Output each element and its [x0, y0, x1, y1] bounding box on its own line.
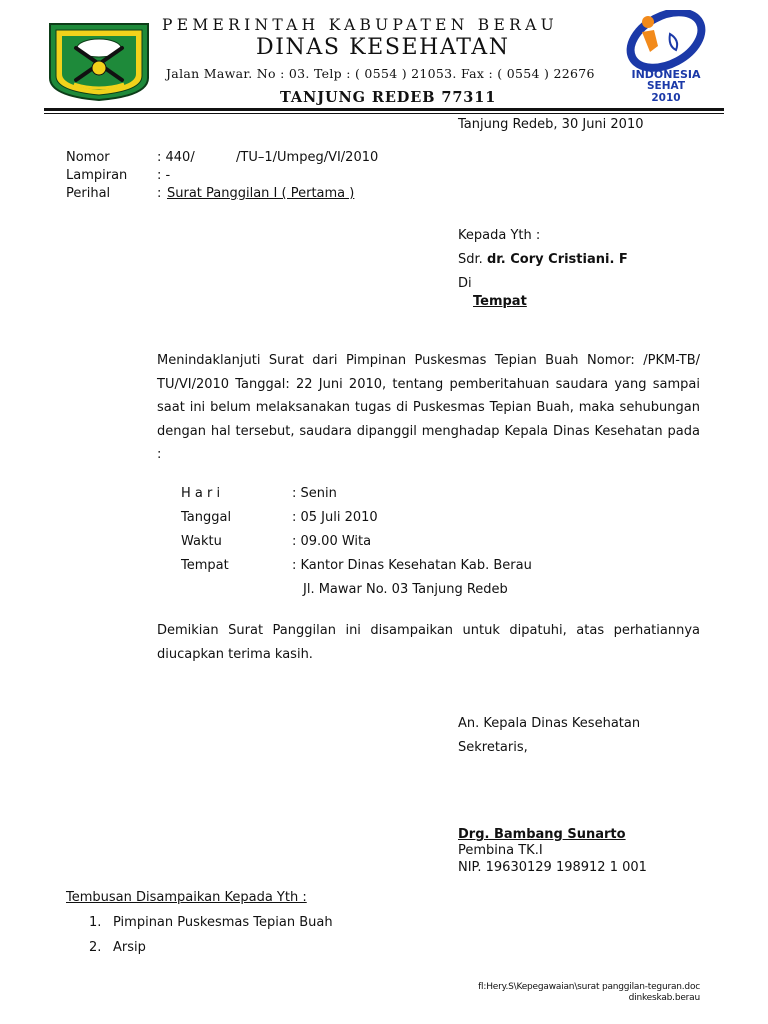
footer-code: dinkeskab.berau — [628, 993, 700, 1003]
cc-item-num: 2. — [89, 940, 102, 955]
subject-colon: : — [157, 186, 162, 201]
letterhead-thick-rule — [44, 108, 724, 111]
number-value: : 440/ /TU–1/Umpeg/VI/2010 — [157, 150, 379, 165]
recipient-to: Kepada Yth : — [458, 228, 541, 243]
subject-value: Surat Panggilan I ( Pertama ) — [167, 186, 355, 201]
signature-on-behalf: An. Kepala Dinas Kesehatan — [458, 716, 641, 731]
signatory-rank: Pembina TK.I — [458, 843, 543, 858]
attachment-value: : - — [157, 168, 171, 183]
cc-title: Tembusan Disampaikan Kepada Yth : — [66, 890, 307, 905]
office-address: Jalan Mawar. No : 03. Telp : ( 0554 ) 21053. Fax : ( 0554 ) 22676 — [166, 66, 595, 81]
letter-date: Tanjung Redeb, 30 Juni 2010 — [458, 117, 644, 132]
signatory-nip: NIP. 19630129 198912 1 001 — [458, 860, 647, 875]
subject-label: Perihal — [66, 186, 111, 201]
body-paragraph: Menindaklanjuti Surat dari Pimpinan Puskesmas Tepian Buah Nomor: /PKM-TB/ TU/VI/2010 Tanggal: 22 Juni 2010, tentang pemberitahuan saudara yang sampai saat ini belum melaksanakan tugas di Puskesmas Tepian Buah, maka sehubungan dengan hal tersebut, saudara dipanggil menghadap Kepala Dinas Kesehatan pada : — [157, 353, 700, 462]
schedule-date-value: : 05 Juli 2010 — [292, 510, 378, 525]
office-city: TANJUNG REDEB 77311 — [280, 89, 497, 106]
closing-paragraph: Demikian Surat Panggilan ini disampaikan untuk dipatuhi, atas perhatiannya diucapkan terima kasih. — [157, 623, 700, 662]
office-name: DINAS KESEHATAN — [256, 35, 510, 60]
government-name: PEMERINTAH KABUPATEN BERAU — [162, 16, 558, 34]
recipient-name: dr. Cory Cristiani. F — [486, 252, 628, 267]
schedule-date-label: Tanggal — [181, 510, 232, 525]
signatory-name: Drg. Bambang Sunarto — [458, 827, 626, 842]
cc-item: Pimpinan Puskesmas Tepian Buah — [113, 915, 333, 930]
recipient-line — [458, 252, 628, 267]
recipient-at: Di — [458, 276, 472, 291]
campaign-line2: SEHAT — [647, 80, 685, 92]
schedule-place-line2: Jl. Mawar No. 03 Tanjung Redeb — [303, 582, 508, 597]
schedule-day-label: H a r i — [181, 486, 221, 501]
schedule-place-value: : Kantor Dinas Kesehatan Kab. Berau — [292, 558, 532, 573]
signature-role: Sekretaris, — [458, 740, 528, 755]
letterhead-thin-rule — [44, 113, 724, 114]
cc-item: Arsip — [113, 940, 146, 955]
campaign-line1: INDONESIA — [631, 68, 701, 81]
schedule-place-label: Tempat — [181, 558, 229, 573]
schedule-time-value: : 09.00 Wita — [292, 534, 372, 549]
schedule-time-label: Waktu — [181, 534, 222, 549]
cc-item-num: 1. — [89, 915, 102, 930]
recipient-prefix: Sdr. — [458, 252, 483, 267]
recipient-place: Tempat — [473, 294, 527, 309]
footer-file-path: fl:Hery.S\Kepegawaian\surat panggilan-teguran.doc — [478, 982, 700, 992]
attachment-label: Lampiran — [66, 168, 128, 183]
number-label: Nomor — [66, 150, 110, 165]
berau-regency-emblem-icon — [44, 18, 154, 102]
schedule-day-value: : Senin — [292, 486, 337, 501]
campaign-line3: 2010 — [651, 92, 681, 104]
